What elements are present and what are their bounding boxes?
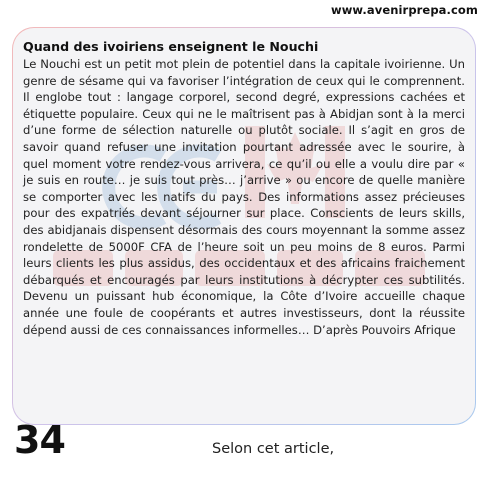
article-title: Quand des ivoiriens enseignent le Nouchi: [23, 39, 319, 54]
question-number: 34: [14, 418, 65, 462]
question-prompt: Selon cet article,: [212, 441, 335, 457]
site-url: www.avenirprepa.com: [330, 3, 478, 17]
article-body: Le Nouchi est un petit mot plein de potentiel dans la capitale ivoirienne. Un genre de sésame qui va favoriser l’intégration de ceux qui le comprennent. Il englobe tout : langage corporel, second degré, expressions cachées et étiquette populaire. Ceux qui ne le maîtrisent pas à Abidjan sont à la merci d’une forme de sélection naturelle ou plutôt sociale. Il s’agit en gros de savoir quand refuser une invitation pourtant adressée avec le sourire, à quel moment votre rendez-vous arrivera, ce qu’il ou elle a voulu dire par « je suis en route… je suis tout près… j’arrive » ou encore de quelle manière se comporter avec les natifs du pays. Des informations assez précieuses pour des expatriés devant séjourner sur place. Conscients de leurs skills, des abidjanais dispensent désormais des cours moyennant la somme assez rondelette de 5000F CFA de l’heure soit un peu moins de 8 euros. Parmi leurs clients les plus assidus, des occidentaux et des africains fraichement débarqués et encouragés par leurs institutions à décrypter ces subtilités. Devenu un puissant hub économique, la Côte d’Ivoire accueille chaque année une foule de coopérants et autres investisseurs, dont la réussite dépend aussi de ces connaissances informelles… D’après Pouvoirs Afrique: [23, 57, 465, 337]
article-card: [12, 27, 476, 425]
article-text: [13, 28, 475, 338]
